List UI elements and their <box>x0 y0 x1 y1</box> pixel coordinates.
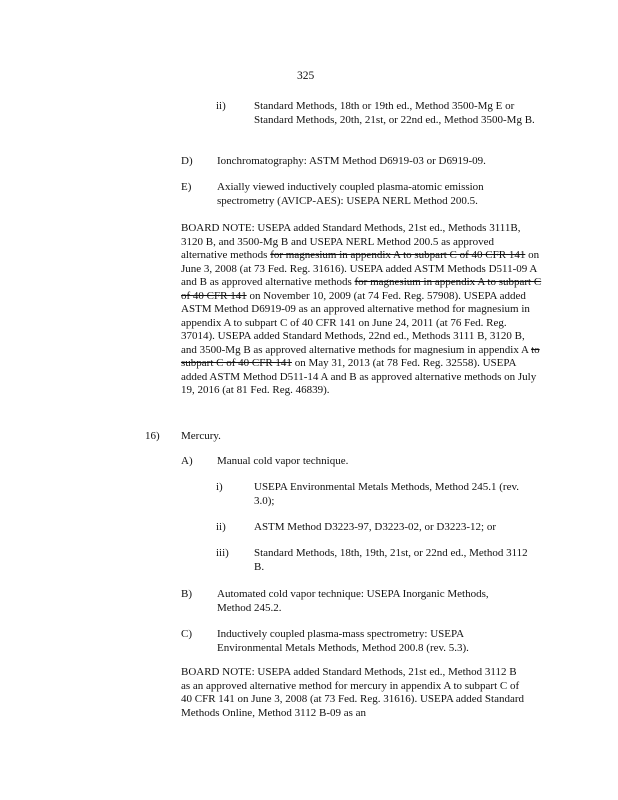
board-note-text: on June 3, 2008 (at 73 Fed. Reg. 31616). USEPA added ASTM Methods D511-09 A and B as approved alternative methods <box>181 249 540 288</box>
item-marker: ii) <box>216 100 226 112</box>
board-note-text: on November 10, 2009 (at 74 Fed. Reg. 57908). USEPA added ASTM Method D6919-09 as an approved alternative method for magnesium in appendix A to subpart C of 40 CFR 141 on June 24, 2011 (at 76 Fed. Reg. 37014). USEPA added Standard Methods, 22nd ed., Methods 3111 B, 3120 B, and 3500-Mg B as approved alternative methods for magnesium in appendix A <box>181 289 532 356</box>
deleted-text: for magnesium in appendix A to subpart C of 40 CFR 141 <box>270 249 526 261</box>
item-marker: C) <box>181 628 192 640</box>
item-marker: B) <box>181 588 192 600</box>
deleted-text: for magnesium in appendix A to subpart C of 40 CFR 141 <box>181 276 542 302</box>
item-text: Axially viewed inductively coupled plasma-atomic emission spectrometry (AVICP-AES): USEPA NERL Method 200.5. <box>217 181 484 207</box>
item-marker: A) <box>181 455 193 467</box>
item-marker: E) <box>181 181 192 193</box>
item-marker: ii) <box>216 521 226 533</box>
section-marker: 16) <box>145 430 160 442</box>
item-marker: i) <box>216 481 223 493</box>
item-text: Manual cold vapor technique. <box>217 455 349 467</box>
item-marker: D) <box>181 155 193 167</box>
deleted-text: to subpart C of 40 CFR 141 <box>181 343 540 369</box>
board-note-text: on May 31, 2013 (at 78 Fed. Reg. 32558). USEPA added ASTM Method D511-14 A and B as approved alternative methods on July 19, 2016 (at 81 Fed. Reg. 46839). <box>181 357 537 396</box>
section-title: Mercury. <box>181 430 221 442</box>
item-text: ASTM Method D3223-97, D3223-02, or D3223-12; or <box>254 521 496 533</box>
page-number: 325 <box>297 70 315 82</box>
item-text: Standard Methods, 18th, 19th, 21st, or 22nd ed., Method 3112 B. <box>254 547 528 573</box>
item-text: Inductively coupled plasma-mass spectrometry: USEPA Environmental Metals Methods, Method 200.8 (rev. 5.3). <box>217 628 469 654</box>
board-note: BOARD NOTE: USEPA added Standard Methods, 21st ed., Method 3112 B as an approved alternative method for mercury in appendix A to subpart C of 40 CFR 141 on June 3, 2008 (at 73 Fed. Reg. 31616). USEPA added Standard Methods Online, Method 3112 B-09 as an <box>181 666 525 719</box>
item-text: Ionchromatography: ASTM Method D6919-03 or D6919-09. <box>217 155 486 167</box>
board-note <box>181 222 543 398</box>
item-marker: iii) <box>216 547 229 559</box>
board-note-text: BOARD NOTE: USEPA added Standard Methods, 21st ed., Methods 3111B, 3120 B, and 3500-Mg B and USEPA NERL Method 200.5 as approved alternative methods <box>181 222 521 261</box>
item-text: Automated cold vapor technique: USEPA Inorganic Methods, Method 245.2. <box>217 588 489 614</box>
item-text: Standard Methods, 18th or 19th ed., Method 3500-Mg E or Standard Methods, 20th, 21st, or 22nd ed., Method 3500-Mg B. <box>254 100 535 126</box>
item-text: USEPA Environmental Metals Methods, Method 245.1 (rev. 3.0); <box>254 481 519 507</box>
